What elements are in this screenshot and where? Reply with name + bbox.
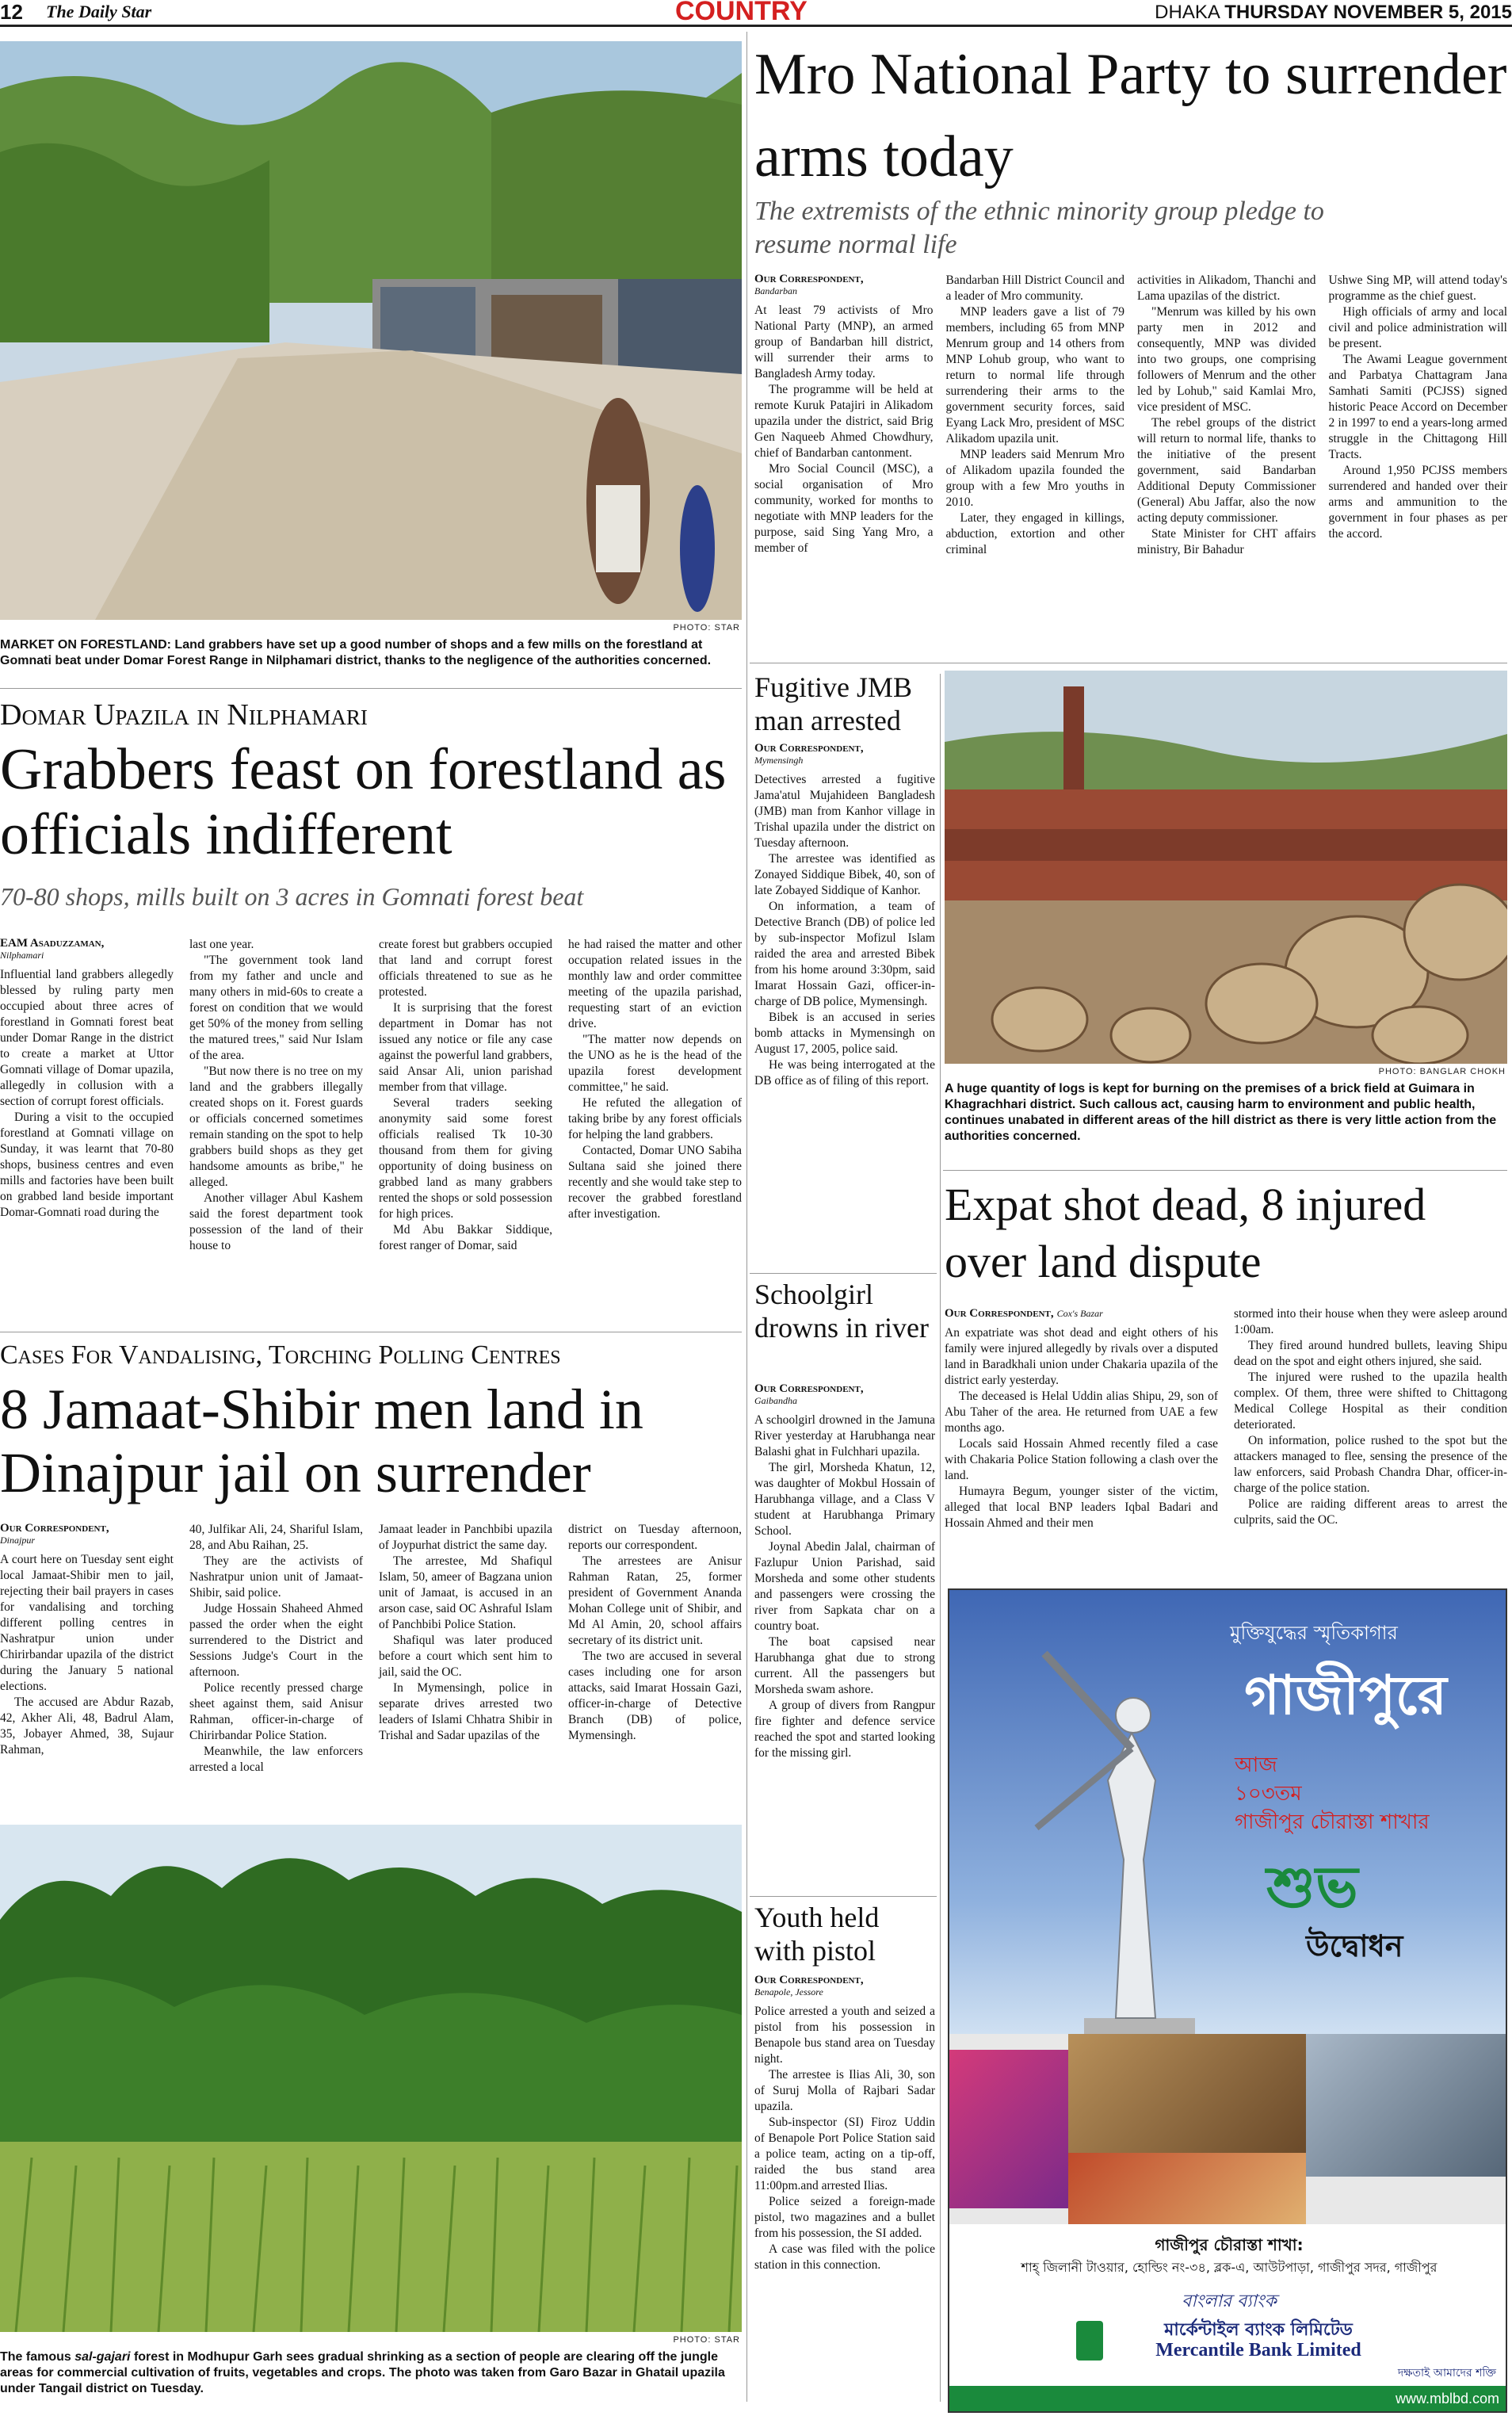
divider (940, 674, 941, 2402)
jamaat-kicker: Cases For Vandalising, Torching Polling Centres (0, 1340, 561, 1370)
expat-byline-row (945, 1306, 1218, 1321)
divider (746, 32, 747, 2402)
photo-forest-modhupur (0, 1825, 742, 2332)
schoolgirl-article (754, 1382, 935, 1761)
masthead-date: THURSDAY NOVEMBER 5, 2015 (1224, 2, 1512, 23)
youth-article (754, 1974, 935, 2273)
jmb-headline: Fugitive JMB man arrested (754, 671, 913, 736)
ad-collage-tile (1068, 2034, 1306, 2153)
mro-article (754, 273, 1507, 653)
expat-col-1 (945, 1306, 1218, 1531)
photo2-caption: A huge quantity of logs is kept for burning on the premises of a brick field at Guimara in Khagrachhari district. Such callous act, causing harm to environment and public health, continues unabated in different areas of the hill district as there is very little action from the authorities concerned. (945, 1082, 1497, 1143)
ad-collage (949, 2034, 1507, 2224)
grabbers-headline: Grabbers feast on forestland as officials indifferent (0, 737, 727, 867)
photo3-credit: PHOTO: STAR (673, 2335, 740, 2345)
divider (943, 1170, 1507, 1171)
expat-headline: Expat shot dead, 8 injured over land dispute (945, 1179, 1426, 1287)
ad-line1: মুক্তিযুদ্ধের স্মৃতিকাগার (1230, 1622, 1398, 1644)
grabbers-col-2: last one year. "The government took land from my father and uncle and many others in mid-60s to create a forest on condition that we would get 50% of the money from selling the matured trees," said Nur Islam of the area. "But now there is no tree on my land and the grabbers illegally created shops on it. Forest guards or officials concerned sometimes remain standing on the spot to help grabbers build shops as they get handsome amounts as bribe," he alleged. Another villager Abul Kashem said the forest department took possession of the land of their house to (189, 938, 363, 1252)
ad-slogan: দক্ষতাই আমাদের শক্তি (1397, 2367, 1496, 2380)
schoolgirl-dateline: Gaibandha (754, 1395, 797, 1406)
ad-collage-tile (1068, 2153, 1306, 2224)
youth-headline: Youth held with pistol (754, 1902, 880, 1967)
jmb-article (754, 742, 935, 1089)
grabbers-col-3: create forest but grabbers occupied that land and corrupt forest officials threatened to sue as he protested. It is surprising that the forest department in Domar has not issued any notice or file any case against the powerful land grabbers, said Ansar Ali, union parishad member from that village. Several traders seeking anonymity said some forest officials realised Tk 10-30 thousand from them for giving opportunity of doing business on grabbed land as many grabbers rented the shops or sold possession for high prices. Md Abu Bakkar Siddique, forest ranger of Domar, said (379, 938, 552, 1252)
photo3-caption: The famous sal-gajari forest in Modhupur Garh sees gradual shrinking as a section of people are clearing off the jungle areas for commercial cultivation of fruits, vegetables and crops. The photo was taken from Garo Bazar in Ghatail upazila under Tangail district on Tuesday. (0, 2350, 725, 2395)
jmb-dateline: Mymensingh (754, 755, 804, 766)
photo1-caption-lead: MARKET ON FORESTLAND: (0, 638, 171, 652)
ad-collage-tile (1306, 2034, 1507, 2177)
mro-headline: Mro National Party to surrender arms today (754, 42, 1507, 189)
mro-col-3: activities in Alikadom, Thanchi and Lama upazilas of the district. "Menrum was killed by his own party men in 2012 and consequently, MNP was divided into two groups, one comprising followers of Menrum and the other led by Lohub," said Kamlai Mro, vice president of MSC. The rebel groups of the district will return to normal life, thanks to the initiative of the present government, said Bandarban Additional Deputy Commissioner (General) Abu Jaffar, also the now acting deputy commissioner. State Minister for CHT affairs ministry, Bir Bahadur (1137, 273, 1316, 556)
ad-line4: ১০৩তম (1235, 1782, 1302, 1806)
mro-col-4: Ushwe Sing MP, will attend today's programme as the chief guest. High officials of army and local civil and police administration will be present. The Awami League government and Parbatya Chattagram Jana Samhati Samiti (PCJSS) signed historic Peace Accord on December 2 in 1997 to end a years-long armed struggle in the Chittagong Hill Tracts. Around 1,950 PCJSS members surrendered and handed over their arms and ammunition to the government in four phases as per the accord. (1328, 273, 1507, 541)
grabbers-dateline: Nilphamari (0, 950, 44, 961)
dateline-masthead (1155, 2, 1512, 24)
schoolgirl-text: A schoolgirl drowned in the Jamuna River yesterday at Harubhanga near Balashi ghat in Fulchhari upazila. The girl, Morsheda Khatun, 12, was daughter of Mokbul Hossain of Harubhanga village, and a Class V student at Harubhanga Primary School. Joynal Abedin Jalal, chairman of Fazlupur Union Parishad, said Morsheda and some other students and passengers were crossing the river from Sapkata char on a country boat. The boat capsised near Harubhanga ghat due to strong current. All the passengers but Morsheda swam ashore. A group of divers from Rangpur fire fighter and defence service reached the spot and started looking for the missing girl. (754, 1413, 935, 1760)
expat-article (945, 1306, 1507, 1576)
photo-logs-brickfield (945, 671, 1507, 1064)
expat-dateline: Cox's Bazar (1056, 1308, 1103, 1319)
photo1-caption-text: Land grabbers have set up a good number of shops and a few mills on the forestland at Gomnati beat under Domar Forest Range in Nilphamari district, thanks to the negligence of the authorities concerned. (0, 638, 712, 667)
grabbers-col-1 (0, 937, 174, 1254)
photo2-credit: PHOTO: BANGLAR CHOKH (1378, 1067, 1506, 1076)
mro-dateline: Bandarban (754, 285, 797, 296)
jamaat-col-1-text: A court here on Tuesday sent eight local Jamaat-Shibir men to jail, rejecting their bail prayers in cases for vandalising and torching different polling centres in Nashratpur union under Chirirbandar upazila of the district during the January 5 national elections. The accused are Abdur Razab, 42, Akher Ali, 48, Badrul Alam, 35, Jobayer Ahmed, 38, Sujaur Rahman, (0, 1553, 174, 1757)
jamaat-col-1 (0, 1522, 174, 1776)
youth-byline: Our Correspondent, (754, 1974, 864, 1986)
ad-bank-name-en: Mercantile Bank Limited (1155, 2340, 1361, 2361)
jamaat-dateline: Dinajpur (0, 1535, 36, 1546)
ad-url[interactable]: www.mblbd.com (1395, 2391, 1499, 2406)
ad-line2: গাজীপুরে (1244, 1665, 1447, 1727)
grabbers-col-1-text: Influential land grabbers allegedly blessed by ruling party men occupied about three acres of forestland in Gomnati forest beat under Domar Range in the district to create a market at Uttor Gomnati village of Domar upazila, allegedly in collusion with a section of corrupt forest officials. During a visit to the occupied forestland at Gomnati village on Sunday, it was learnt that 70-80 shops, business centres and even mills and factories have been built on grabbed land beside important Domar-Gomnati road during the (0, 968, 174, 1219)
ad-collage-tile (949, 2050, 1068, 2208)
mro-col-2: Bandarban Hill District Council and a leader of Mro community. MNP leaders gave a list of 79 members, including 65 from MNP Menrum group and 14 others from MNP Lohub group, who want to return to normal life through surrendering their arms to the government security forces, said Eyang Lack Mro, president of MSC Alikadom upazila unit. MNP leaders said Menrum Mro of Alikadom upazila founded the group with a few Mro youths in 2010. Later, they engaged in killings, abduction, extortion and other criminal (945, 273, 1124, 556)
ad-line5: গাজীপুর চৌরাস্তা শাখার (1235, 1810, 1430, 1834)
page-number: 12 (0, 0, 23, 24)
jmb-text: Detectives arrested a fugitive Jama'atul Mujahideen Bangladesh (JMB) man from Kanhor village in Trishal upazila under the district on Tuesday afternoon. The arrestee was identified as Zonayed Siddique Bibek, 40, son of late Zobayed Siddique of Kanhor. On information, a team of Detective Branch (DB) of police led by sub-inspector Mofizul Islam raided the area and arrested Bibek from his home around 3:30pm, said Imarat Hossain Gazi, officer-in-charge of DB police, Mymensingh. Bibek is an accused in series bomb attacks in Mymensingh on August 17, 2005, police said. He was being interrogated at the DB office as of filing of this report. (754, 773, 935, 1088)
schoolgirl-byline: Our Correspondent, (754, 1382, 864, 1395)
grabbers-col-4: he had raised the matter and other occupation related issues in the monthly law and order committee meeting of the upazila parishad, requesting start of an eviction drive. "The matter now depends on the UNO as he is the head of the upazila forest development committee," he said. He refuted the allegation of taking bribe by any forest officials for helping the land grabbers. Contacted, Domar UNO Sabiha Sultana said she joined there recently and she would take step to recover the grabbed forestland after investigation. (568, 938, 742, 1221)
photo1-credit: PHOTO: STAR (673, 623, 740, 633)
photo1-caption (0, 637, 742, 669)
section-title: COUNTRY (675, 0, 808, 26)
ad-bank-tagline: বাংলার ব্যাংক (1182, 2292, 1277, 2311)
divider (0, 688, 742, 689)
jamaat-col-4: district on Tuesday afternoon, reports our correspondent. The arrestees are Anisur Rahman Ratan, 25, former president of Government Ananda Mohan College unit of Shibir, and Md Al Amin, 20, school affairs secretary of its district unit. The two are accused in several cases including one for arson attacks, said Imarat Hossain Gazi, officer-in-charge of Detective Branch (DB) of police, Mymensingh. (568, 1523, 742, 1742)
divider (750, 1896, 937, 1897)
youth-text: Police arrested a youth and seized a pistol from his possession in Benapole bus stand area on Tuesday night. The arrestee is Ilias Ali, 30, son of Suruj Molla of Rajbari Sadar upazila. Sub-inspector (SI) Firoz Uddin of Benapole Port Police Station said a police team, acting on a tip-off, raided the bus stand area 11:00pm.and arrested Ilias. Police seized a foreign-made pistol, two magazines and a bullet from his possession, the SI added. A case was filed with the police station in this connection. (754, 2005, 935, 2272)
ad-line7: উদ্বোধন (1306, 1929, 1403, 1963)
mro-deck: The extremists of the ethnic minority group pledge to resume normal life (754, 197, 1324, 259)
divider (750, 1273, 937, 1274)
paper-name: The Daily Star (46, 2, 152, 21)
masthead-city: DHAKA (1155, 2, 1220, 23)
expat-col-2: stormed into their house when they were asleep around 1:00am. They fired around hundred bullets, leaving Shipu dead on the spot and eight others injured, she said. The injured were rushed to the upazila health complex. Of them, three were shifted to Chittagong Medical College Hospital as their condition deteriorated. On information, police rushed to the spot but the attackers managed to flee, sensing the presence of the law enforcers, said Probash Chandra Dhar, officer-in-charge of the police station. Police are raiding different areas to arrest the culprits, said the OC. (1234, 1307, 1507, 1527)
jamaat-headline: 8 Jamaat-Shibir men land in Dinajpur jail on surrender (0, 1378, 643, 1504)
youth-dateline: Benapole, Jessore (754, 1986, 823, 1997)
mro-col-1 (754, 273, 934, 558)
photo-market-forestland (0, 41, 742, 620)
grabbers-byline: EAM Asaduzzaman, (0, 937, 105, 950)
mercantile-logo-icon (1076, 2321, 1103, 2361)
ad-bank-name-bn: মার্কেন্টাইল ব্যাংক লিমিটেড (1164, 2320, 1353, 2340)
ad-line6: শুভ (1266, 1853, 1358, 1920)
mro-byline: Our Correspondent, (754, 273, 864, 285)
schoolgirl-headline: Schoolgirl drowns in river (754, 1279, 929, 1344)
masthead (0, 0, 1512, 27)
grabbers-kicker: Domar Upazila in Nilphamari (0, 698, 368, 732)
expat-col-1-text: An expatriate was shot dead and eight others of his family were injured allegedly by rivals over a disputed land in Baradkhali union under Chakaria upazila of the district early yesterday. The deceased is Helal Uddin alias Shipu, 29, son of Abu Taher of the area. He returned from UAE a few months ago. Locals said Hossain Ahmed recently filed a case with Chakaria Police Station following a clash over the land. Humayra Begum, younger sister of the victim, alleged that local BNP leaders Iqbal Badari and Hossain Ahmed and their men (945, 1326, 1218, 1530)
ad-footer-bar (949, 2386, 1507, 2413)
jamaat-col-2: 40, Julfikar Ali, 24, Shariful Islam, 28, and Abu Raihan, 25. They are the activists of Nashratpur union unit of Jamaat-Shibir, said police. Judge Hossain Shaheed Ahmed passed the order when the eight surrendered to the District and Sessions Judge's Court in the afternoon. Police recently pressed charge sheet against them, said Anisur Rahman, officer-in-charge of Chirirbandar Police Station. Meanwhile, the law enforcers arrested a local (189, 1523, 363, 1774)
jamaat-col-3: Jamaat leader in Panchbibi upazila of Joypurhat district the same day. The arrestee, Md Shafiqul Islam, 50, ameer of Bagzana union unit of Jamaat, is accused in an arson case, said OC Ashraful Islam of Panchbibi Police Station. Shafiqul was later produced before a court which sent him to jail, said the OC. In Mymensingh, police in separate drives arrested two leaders of Islami Chhatra Shibir in Trishal and Sadar upazilas of the (379, 1523, 552, 1742)
jamaat-byline: Our Correspondent, (0, 1522, 109, 1535)
ad-branch-address: শাহ্ জিলানী টাওয়ার, হোল্ডিং নং-৩৪, ব্লক-এ, আউটপাড়া, গাজীপুর সদর, গাজীপুর (1021, 2260, 1438, 2275)
ad-branch-title: গাজীপুর চৌরাস্তা শাখা: (1155, 2235, 1304, 2254)
ad-line3: আজ (1235, 1753, 1277, 1777)
mro-col-1-text: At least 79 activists of Mro National Party (MNP), an armed group of Bandarban hill district, will surrender their arms to Bangladesh Army today. The programme will be held at remote Kuruk Patajiri in Alikadom upazila under the district, said Brig Gen Naqueeb Ahmed Chowdhury, chief of Bandarban cantonment. Mro Social Council (MSC), a social organisation of Mro community, worked for months to negotiate with MNP leaders for the purpose, said Sing Yang Mro, a member of (754, 304, 934, 555)
advertisement-mercantile-bank[interactable] (948, 1588, 1507, 2413)
grabbers-article (0, 937, 742, 1322)
grabbers-deck: 70-80 shops, mills built on 3 acres in Gomnati forest beat (0, 882, 584, 911)
jamaat-article (0, 1522, 742, 1807)
jmb-byline: Our Correspondent, (754, 742, 864, 755)
expat-byline: Our Correspondent, (945, 1307, 1054, 1320)
